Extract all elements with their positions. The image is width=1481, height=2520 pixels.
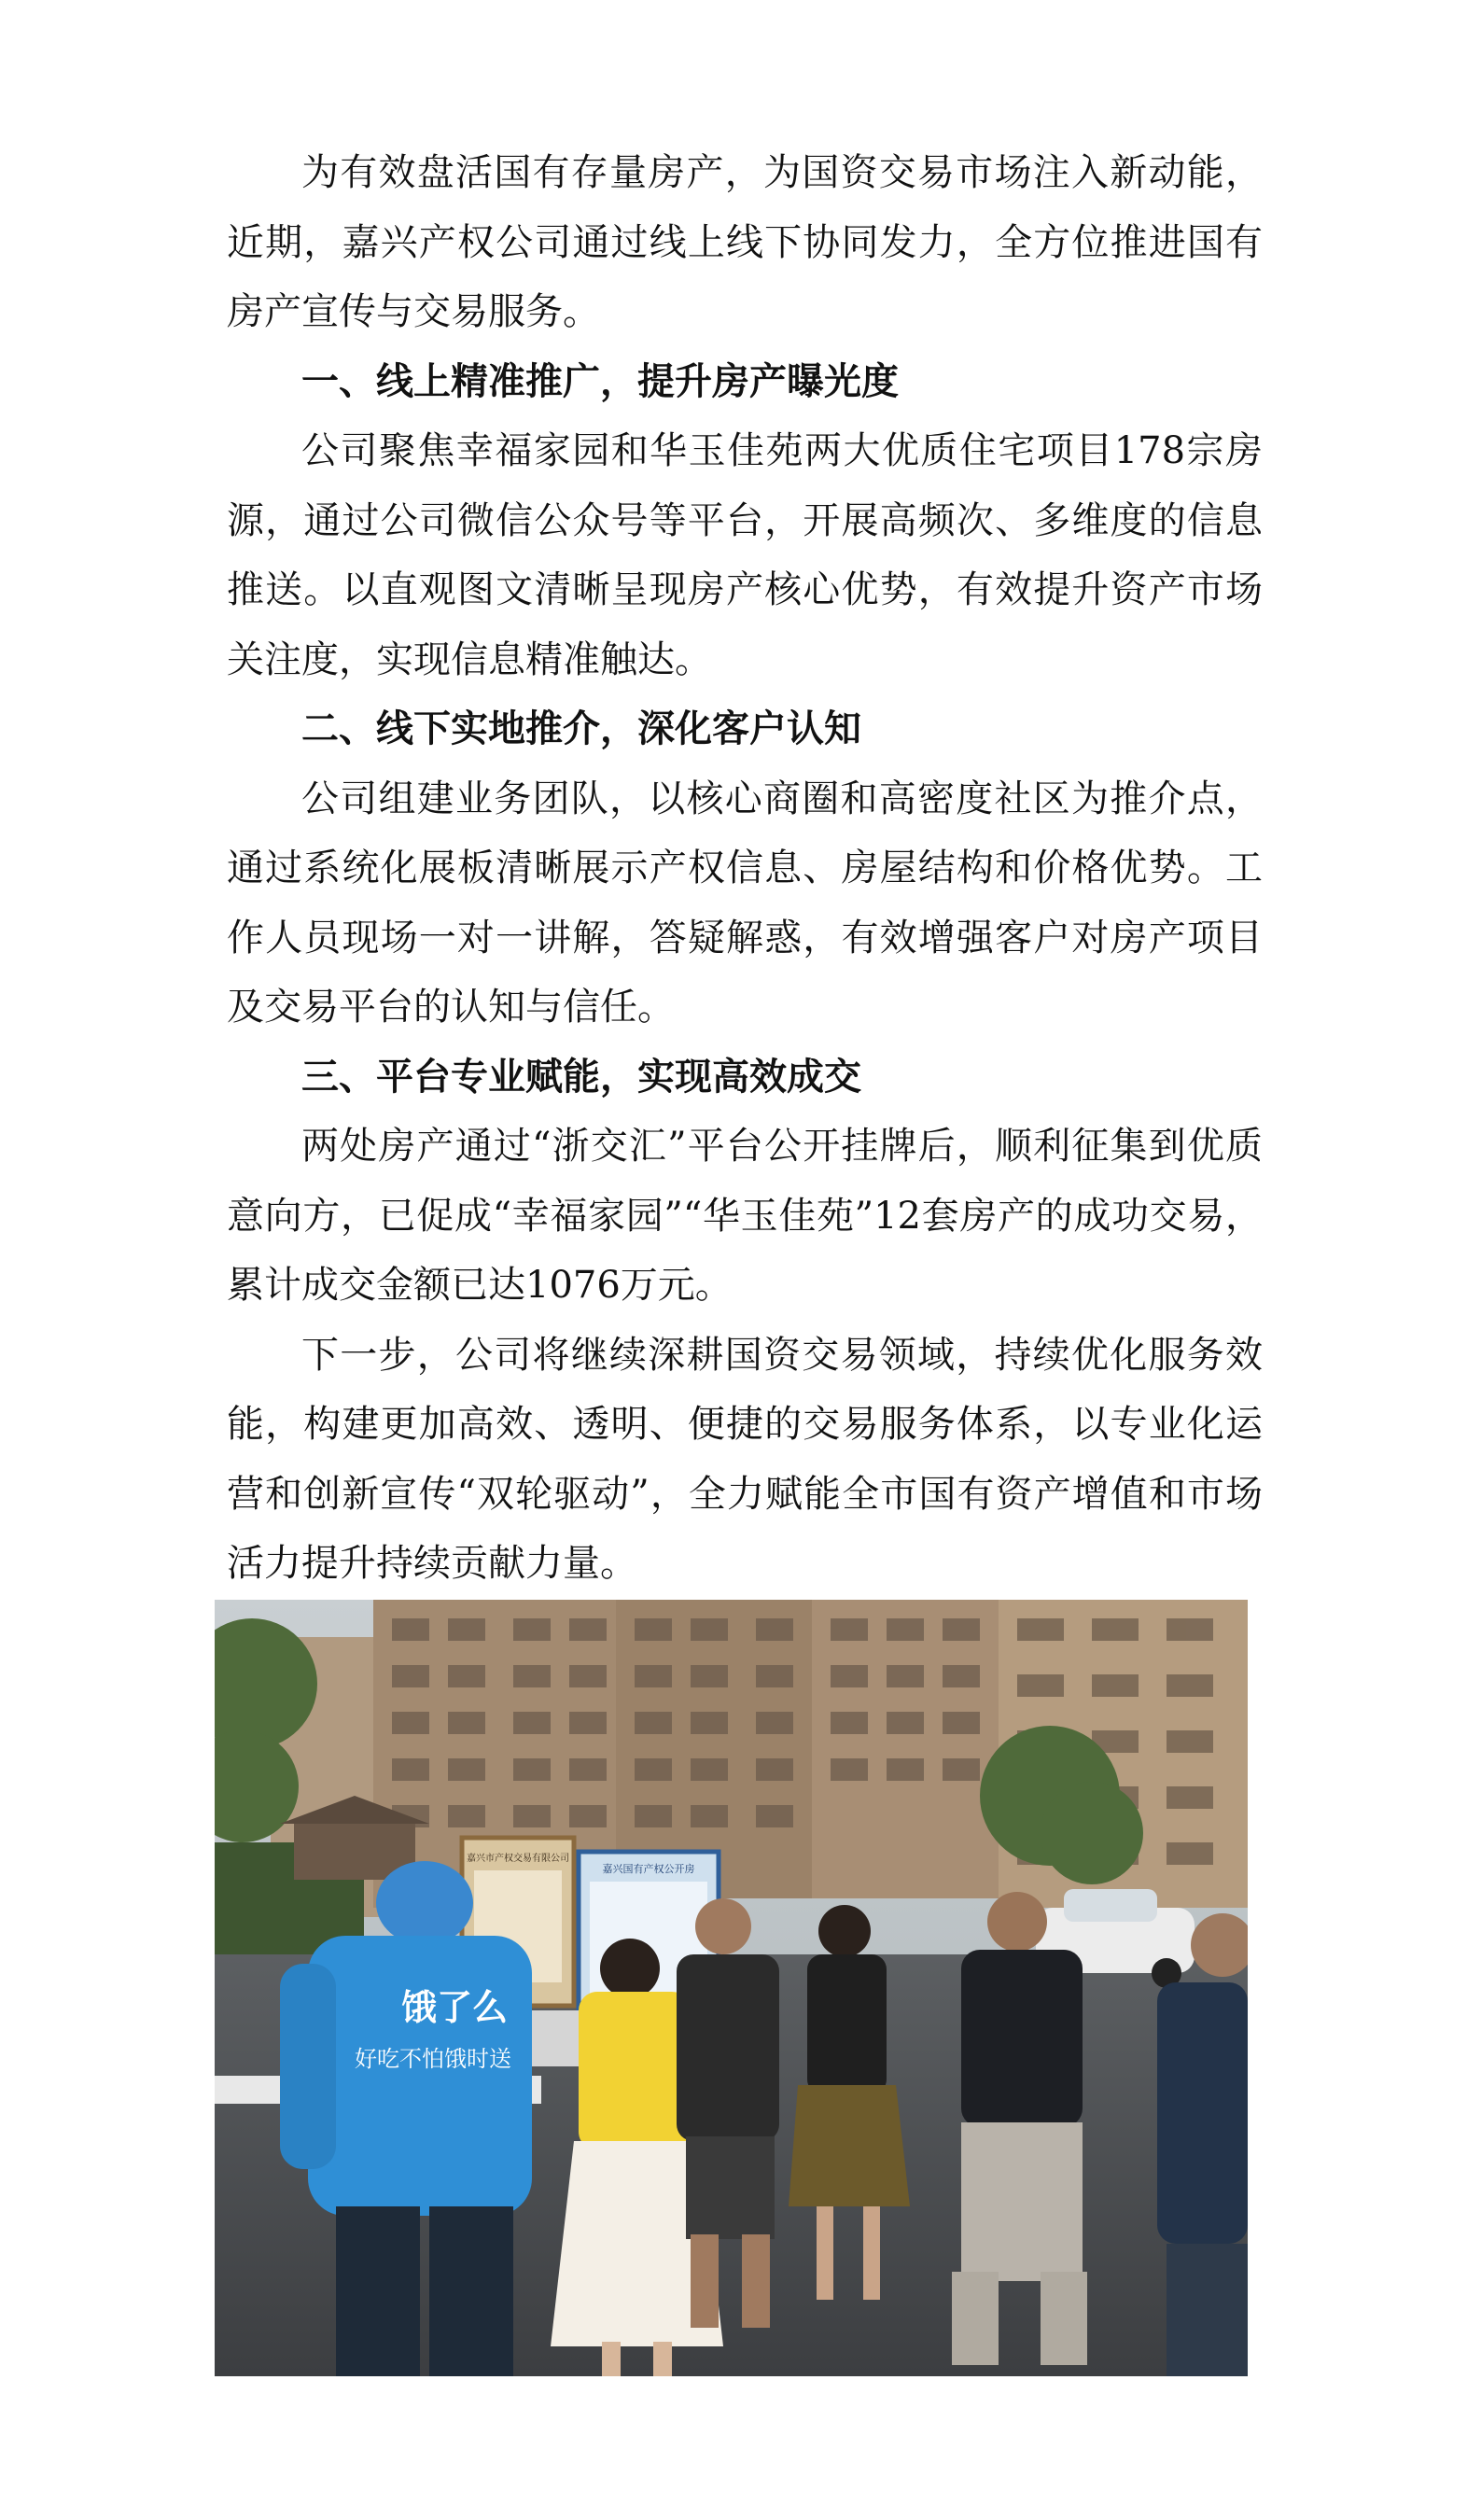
board-2-title: 嘉兴国有产权公开房 bbox=[602, 1863, 695, 1875]
section-3-heading: 三、平台专业赋能，实现高效成交 bbox=[301, 1055, 861, 1099]
closing-paragraph: 下一步，公司将继续深耕国资交易领域，持续优化服务效能，构建更加高效、透明、便捷的交易服务体系，以专业化运营和创新宣传“双轮驱动”，全力赋能全市国有资产增值和市场活力提升持续贡献力量。 bbox=[227, 1333, 1263, 1585]
jacket-slogan-text: 好吃不怕饿时送 bbox=[355, 2046, 511, 2072]
article-body bbox=[227, 138, 1263, 1599]
event-photo-illustration bbox=[215, 1600, 1248, 2376]
board-1-title: 嘉兴市产权交易有限公司 bbox=[467, 1854, 569, 1864]
event-photo bbox=[215, 1600, 1248, 2376]
jacket-logo-text: 饿了么 bbox=[401, 1987, 509, 2028]
section-3-paragraph: 两处房产通过“浙交汇”平台公开挂牌后，顺利征集到优质意向方，已促成“幸福家园”“华玉佳苑”12套房产的成功交易，累计成交金额已达1076万元。 bbox=[227, 1125, 1263, 1307]
section-2-heading: 二、线下实地推介，深化客户认知 bbox=[301, 707, 861, 750]
intro-paragraph: 为有效盘活国有存量房产，为国资交易市场注入新动能，近期，嘉兴产权公司通过线上线下协同发力，全方位推进国有房产宣传与交易服务。 bbox=[227, 151, 1263, 333]
section-2-paragraph: 公司组建业务团队，以核心商圈和高密度社区为推介点，通过系统化展板清晰展示产权信息、房屋结构和价格优势。工作人员现场一对一讲解，答疑解惑，有效增强客户对房产项目及交易平台的认知与信任。 bbox=[227, 777, 1263, 1029]
section-1-paragraph: 公司聚焦幸福家园和华玉佳苑两大优质住宅项目178宗房源，通过公司微信公众号等平台，开展高频次、多维度的信息推送。以直观图文清晰呈现房产核心优势，有效提升资产市场关注度，实现信息精准触达。 bbox=[227, 429, 1263, 681]
section-1-heading: 一、线上精准推广，提升房产曝光度 bbox=[301, 359, 899, 403]
